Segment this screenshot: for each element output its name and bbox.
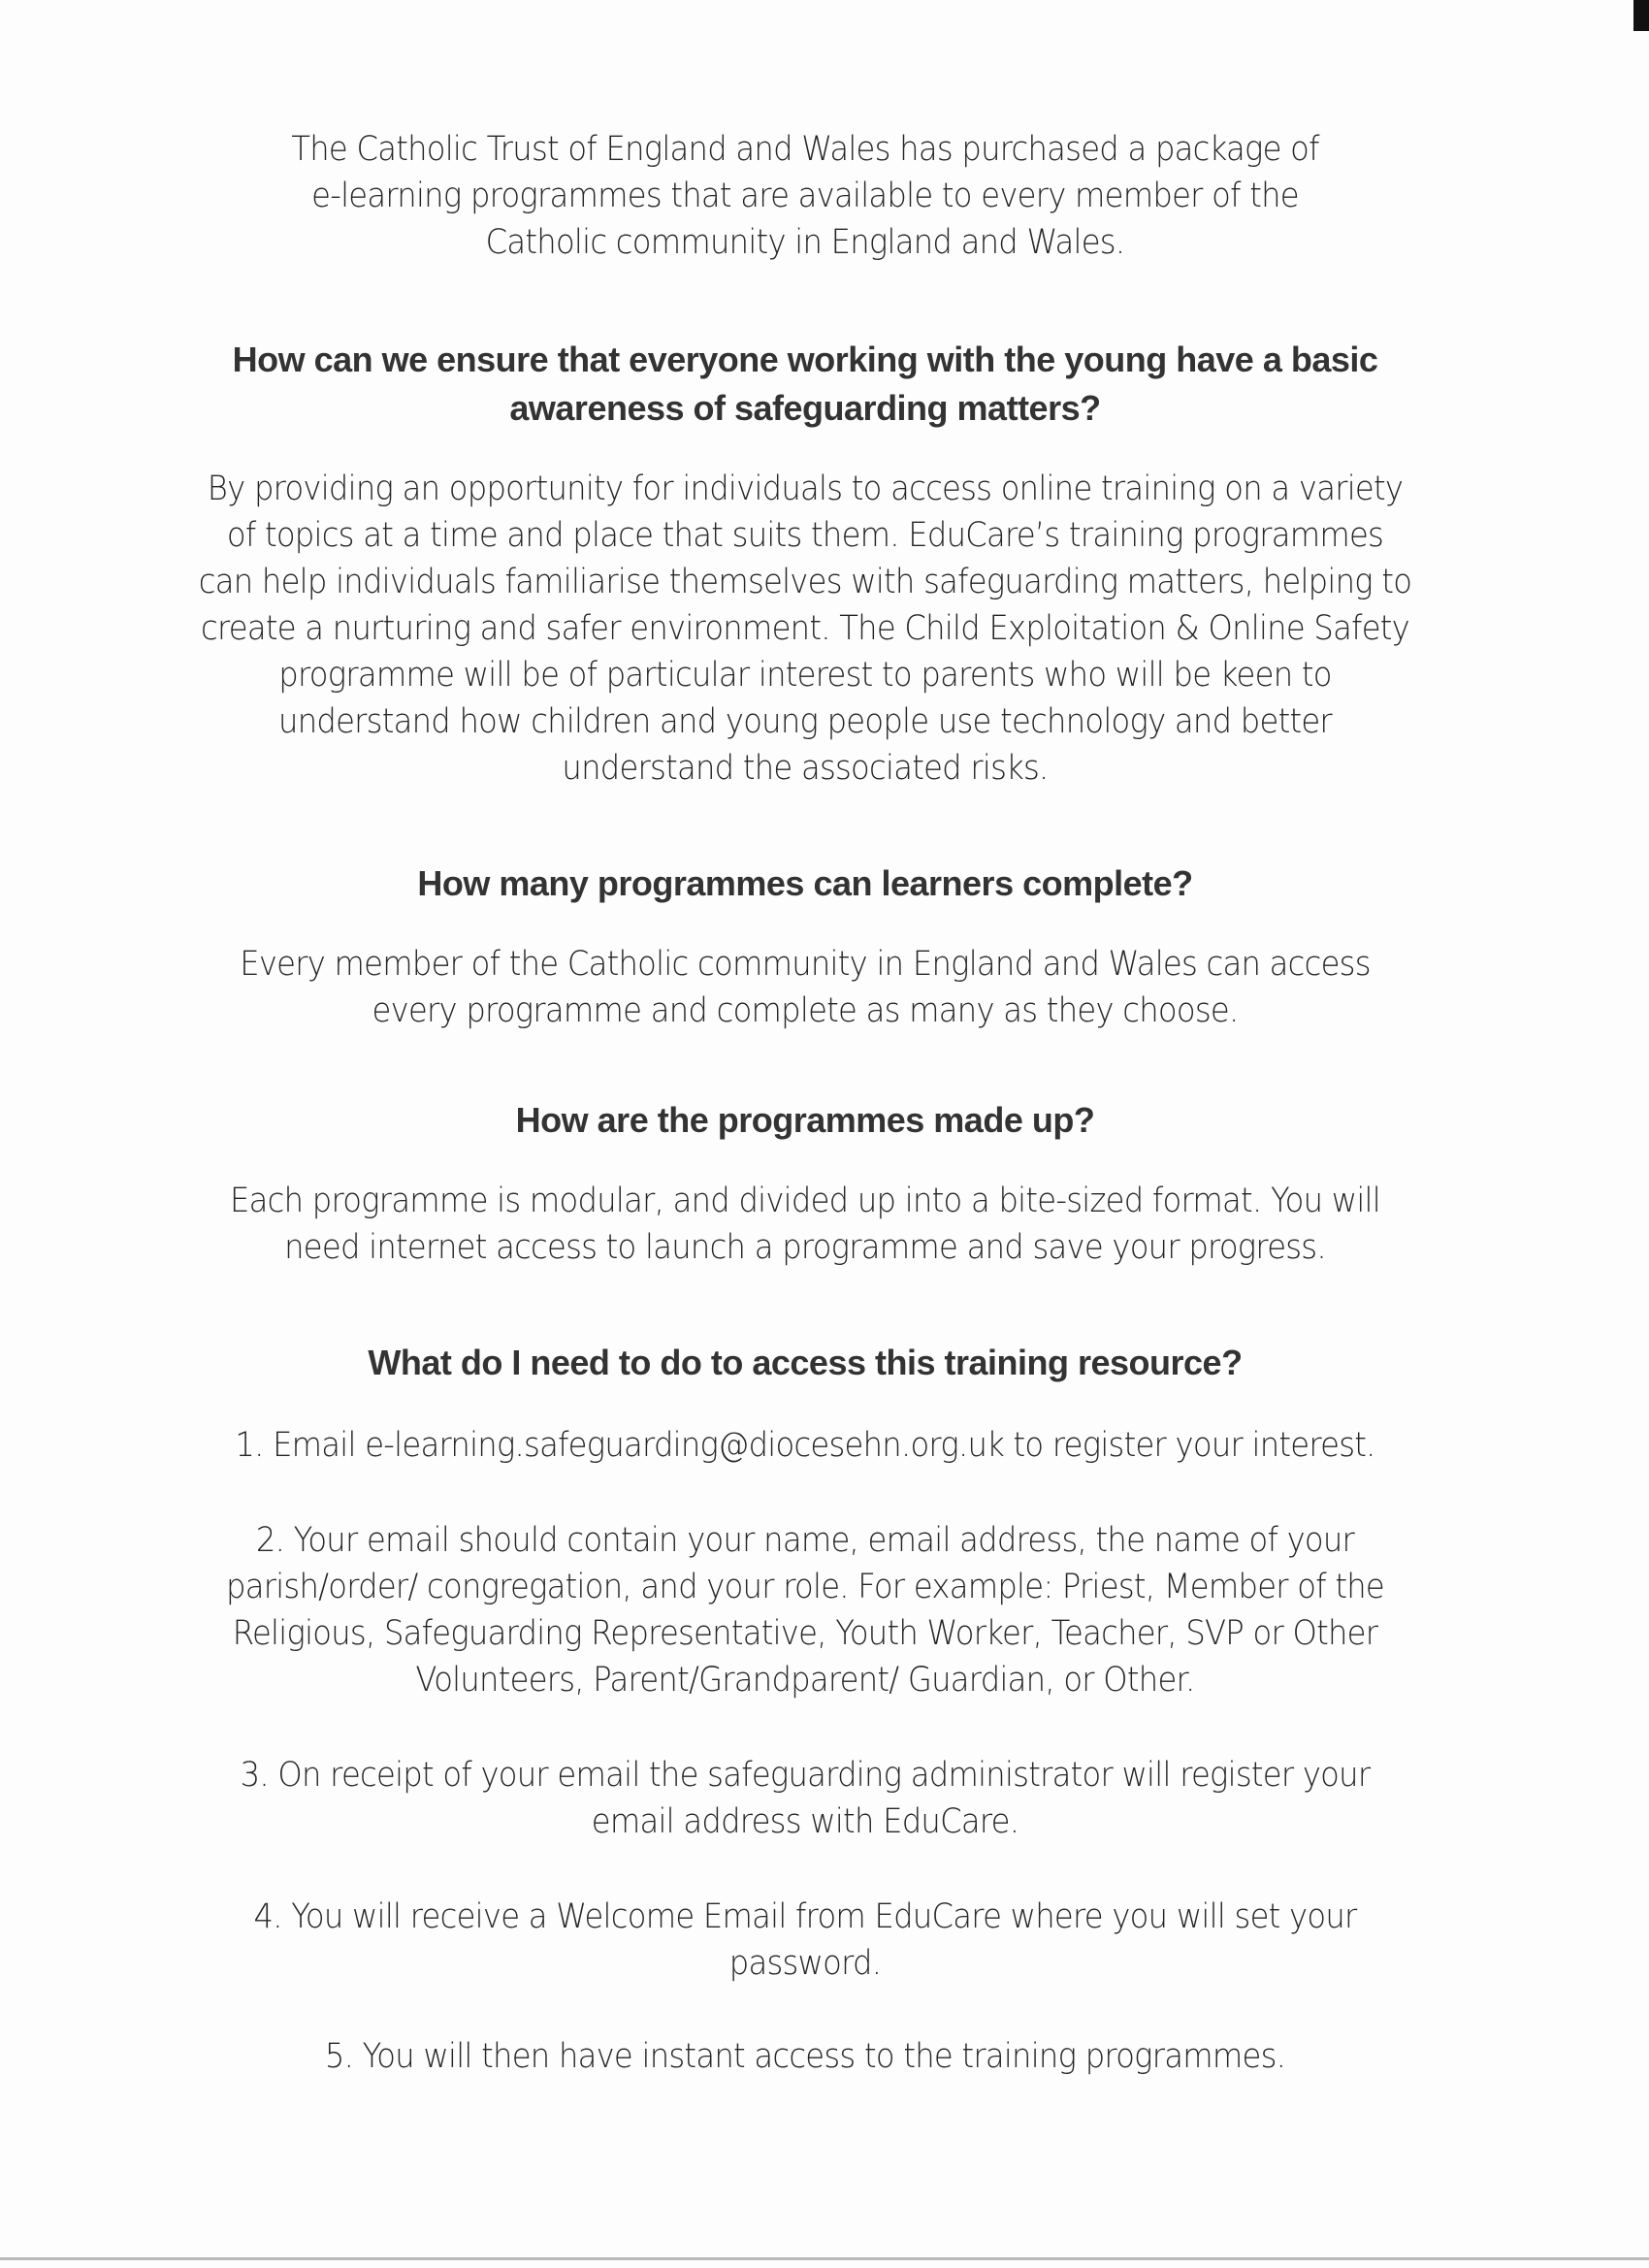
heading-safeguarding-awareness: How can we ensure that everyone working with the young have a basic awareness of safeguarding matters? — [232, 340, 1378, 428]
step-3-registration: 3. On receipt of your email the safeguarding administrator will register your email address with EduCare. — [240, 1756, 1371, 1841]
safeguarding-awareness-paragraph: By providing an opportunity for individuals to access online training on a variety of topics at a time and place that suits them. EduCare’s training programmes can help individuals familiarise themselves with safeguarding matters, helping to create a nurturing and safer environment. The Child Exploitation & Online Safety programme will be of particular interest to parents who will be keen to understand how children and young people use technology and better understand the associated risks. — [198, 470, 1412, 788]
heading-programme-structure: How are the programmes made up? — [515, 1100, 1095, 1140]
step-5-instant-access: 5. You will then have instant access to the training programmes. — [324, 2037, 1286, 2076]
programme-structure-paragraph: Each programme is modular, and divided up into a bite-sized format. You will need internet access to launch a programme and save your progress. — [230, 1182, 1380, 1267]
how-many-programmes-paragraph: Every member of the Catholic community in England and Wales can access every programme and complete as many as they choose. — [240, 945, 1371, 1030]
step-2-email-contents: 2. Your email should contain your name, email address, the name of your parish/order/ congregation, and your role. For example: Priest, Member of the Religious, Safeguarding Representative, Youth Worker, Teacher, SVP or Other Volunteers, Parent/Grandparent/ Guardian, or Other. — [225, 1521, 1385, 1700]
scan-edge-mark — [1633, 0, 1649, 31]
document-content — [146, 126, 1465, 2080]
step-4-welcome-email: 4. You will receive a Welcome Email from EduCare where you will set your password. — [253, 1897, 1357, 1983]
step-1-email: 1. Email e-learning.safeguarding@diocesehn.org.uk to register your interest. — [235, 1426, 1375, 1465]
scan-bottom-edge — [0, 2257, 1649, 2260]
intro-paragraph: The Catholic Trust of England and Wales has purchased a package of e-learning programmes that are available to every member of the Catholic community in England and Wales. — [291, 130, 1319, 262]
heading-how-many-programmes: How many programmes can learners complete? — [417, 863, 1193, 903]
heading-access-steps: What do I need to do to access this training resource? — [368, 1343, 1243, 1382]
